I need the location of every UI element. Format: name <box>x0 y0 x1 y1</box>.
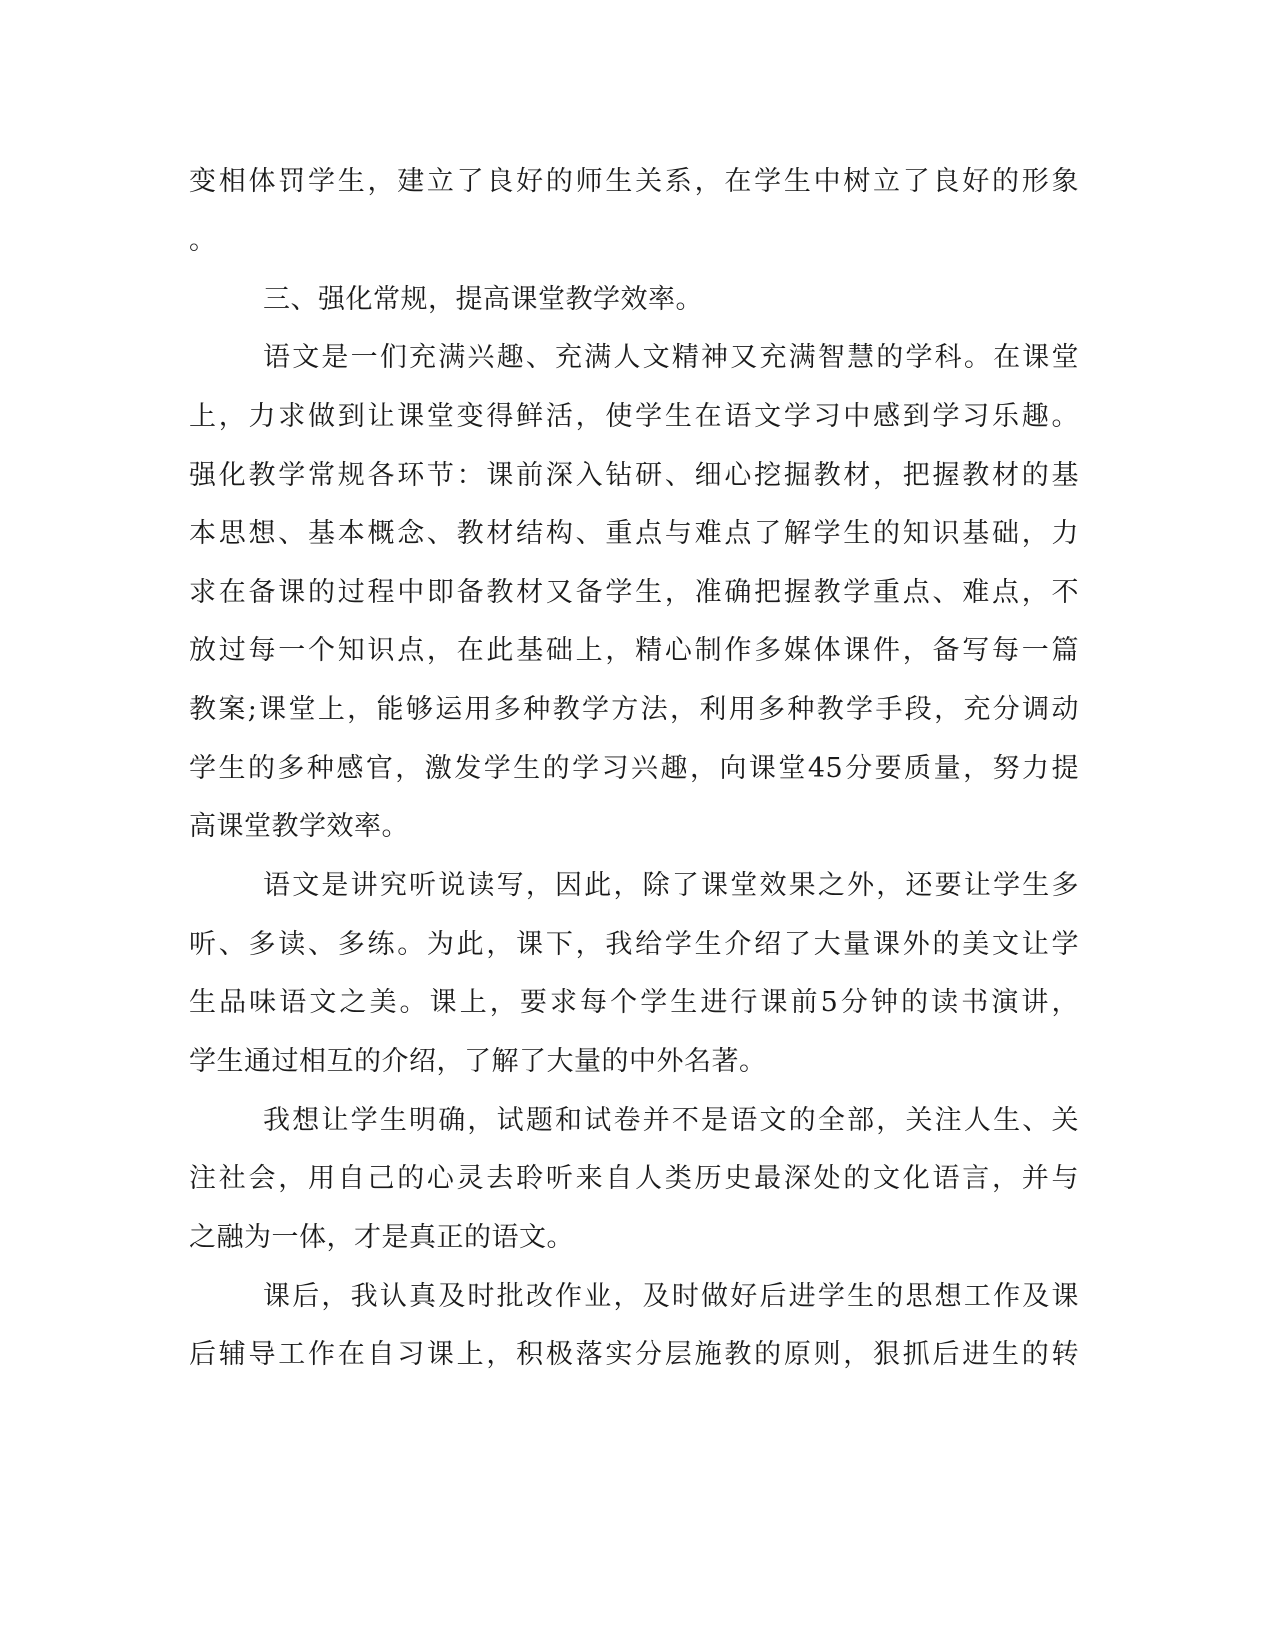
text-line: 本思想、基本概念、教材结构、重点与难点了解学生的知识基础，力 <box>189 518 1079 549</box>
text-line: 注社会，用自己的心灵去聆听来自人类历史最深处的文化语言，并与 <box>189 1163 1079 1194</box>
text-line: 生品味语文之美。课上，要求每个学生进行课前5分钟的读书演讲， <box>189 987 1079 1018</box>
text-line: 强化教学常规各环节：课前深入钻研、细心挖掘教材，把握教材的基 <box>189 460 1079 491</box>
text-line: 语文是一们充满兴趣、充满人文精神又充满智慧的学科。在课堂 <box>263 342 1079 373</box>
text-line: 求在备课的过程中即备教材又备学生，准确把握教学重点、难点，不 <box>189 577 1079 608</box>
text-line: 高课堂教学效率。 <box>189 811 409 842</box>
text-line: 听、多读、多练。为此，课下，我给学生介绍了大量课外的美文让学 <box>189 929 1079 960</box>
text-line: 放过每一个知识点，在此基础上，精心制作多媒体课件，备写每一篇 <box>189 635 1079 666</box>
text-line: 之融为一体，才是真正的语文。 <box>189 1222 574 1253</box>
text-line: 学生通过相互的介绍，了解了大量的中外名著。 <box>189 1046 767 1077</box>
text-line: 语文是讲究听说读写，因此，除了课堂效果之外，还要让学生多 <box>263 870 1079 901</box>
text-line: 上，力求做到让课堂变得鲜活，使学生在语文学习中感到学习乐趣。 <box>189 401 1079 432</box>
text-line: 后辅导工作在自习课上，积极落实分层施教的原则，狠抓后进生的转 <box>189 1339 1079 1370</box>
text-line: 变相体罚学生，建立了良好的师生关系，在学生中树立了良好的形象 <box>189 166 1079 197</box>
text-line: 我想让学生明确，试题和试卷并不是语文的全部，关注人生、关 <box>263 1105 1079 1136</box>
section-heading: 三、强化常规，提高课堂教学效率。 <box>263 284 703 315</box>
text-line: 。 <box>189 225 217 256</box>
text-line: 教案;课堂上，能够运用多种教学方法，利用多种教学手段，充分调动 <box>189 694 1079 725</box>
text-line: 学生的多种感官，激发学生的学习兴趣，向课堂45分要质量，努力提 <box>189 753 1079 784</box>
text-line: 课后，我认真及时批改作业，及时做好后进学生的思想工作及课 <box>263 1281 1079 1312</box>
